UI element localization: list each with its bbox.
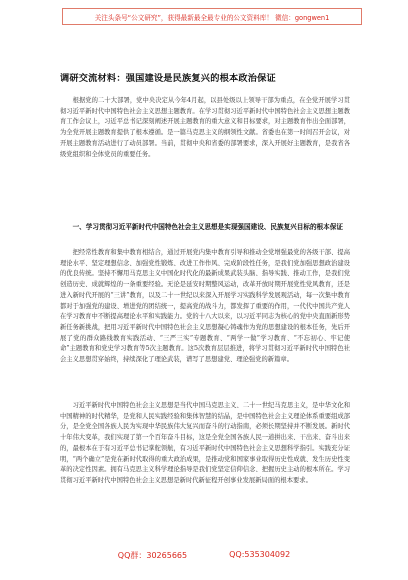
body-paragraph-2: 习近平新时代中国特色社会主义思想是当代中国马克思主义、二十一世纪马克思主义，是中华文化和中国精神的时代精华，是党和人民实践经验和集体智慧的结晶，是中国特色社会主义理论体系重要组成部分，是全党全国各族人民为实现中华民族伟大复兴而奋斗的行动指南，必须长期坚持并不断发展。新时代十年伟大变革，我们实现了第一个百年奋斗目标，这是全党全国各族人民一道拼出来、干出来、奋斗出来的，最根本在于有习近平总书记掌舵领航，有习近平新时代中国特色社会主义思想科学指引。实践充分证明，“两个确立”是党在新时代取得的重大政治成果，是推动党和国家事业取得历史性成就、发生历史性变革的决定性因素。拥有马克思主义科学理论指导是我们党坚定信仰信念、把握历史主动的根本所在。学习贯彻习近平新时代中国特色社会主义思想是新时代新征程开创事业发展新局面的根本要求。 xyxy=(60,402,350,484)
contact-footer xyxy=(0,550,408,561)
qq-group-number: QQ群：30265665 xyxy=(117,551,188,560)
document-title: 调研交流材料：强国建设是民族复兴的根本政治保证 xyxy=(60,73,276,84)
promo-banner xyxy=(62,8,362,25)
qq-number: QQ:535304092 xyxy=(229,550,291,559)
intro-paragraph: 根据党的二十大部署，党中央决定从今年4月起，以县处级以上领导干部为重点，在全党开展学习贯彻习近平新时代中国特色社会主义思想主题教育。在学习贯彻习近平新时代中国特色社会主义思想主题教育工作会议上，习近平总书记深刻阐述开展主题教育的重大意义和目标要求，对主题教育作出全面部署，为全党开展主题教育提供了根本遵循。是一篇马克思主义的纲领性文献。省委也在第一时间召开会议，对开展主题教育活动进行了动员部署。当前，贯彻中央和省委的部署要求，深入开展好主题教育，是我省各级党组织和全体党员的重要任务。 xyxy=(60,97,350,158)
body-paragraph-1: 把经常性教育和集中教育相结合，通过开展党内集中教育引导和推动全党增强最党的各级干部、提高理论水平、坚定理想信念、加强党性锻炼、改进工作作风、完成阶段性任务，是我们党加强思想政治建设的优良传统。坚持不懈用马克思主义中国化时代化的最新成果武装头脑、指导实践、推动工作，是我们党创造历史、成就辉煌的一条重要经验。无论是延安时期整风运动，改革开放时期开展党性党风教育，还是进入新时代开展的“三讲”教育，以及二十一世纪以来深入开展学习实践科学发展观活动，每一次集中教育都对于加强党的建设、增进党的团结统一，提高党的战斗力，都发挥了重要的作用，一代代中国共产党人在学习教育中不断提高理论水平和实践能力。党的十八大以来，以习近平同志为核心的党中央直面新形势新任务新挑战，把用习近平新时代中国特色社会主义思想凝心铸魂作为党的思想建设的根本任务，先后开展了党的群众路线教育实践活动、“三严三实”专题教育、“两学一做”学习教育、“不忘初心、牢记使命”主题教育和党史学习教育等5次主题教育。这5次教育层层推进，将学习贯彻习近平新时代中国特色社会主义思想贯穿始终，持续深化了理论武装，谱写了思想建党、理论强党的新篇章。 xyxy=(60,249,350,364)
promo-banner-text: 关注头条号“公文研究”，获得最新最全最专业的公文资料库！ 微信：gongwen1 xyxy=(94,13,330,22)
section-heading-1: 一、学习贯彻习近平新时代中国特色社会主义思想是实现强国建设、民族复兴目标的根本保证 xyxy=(72,223,343,231)
